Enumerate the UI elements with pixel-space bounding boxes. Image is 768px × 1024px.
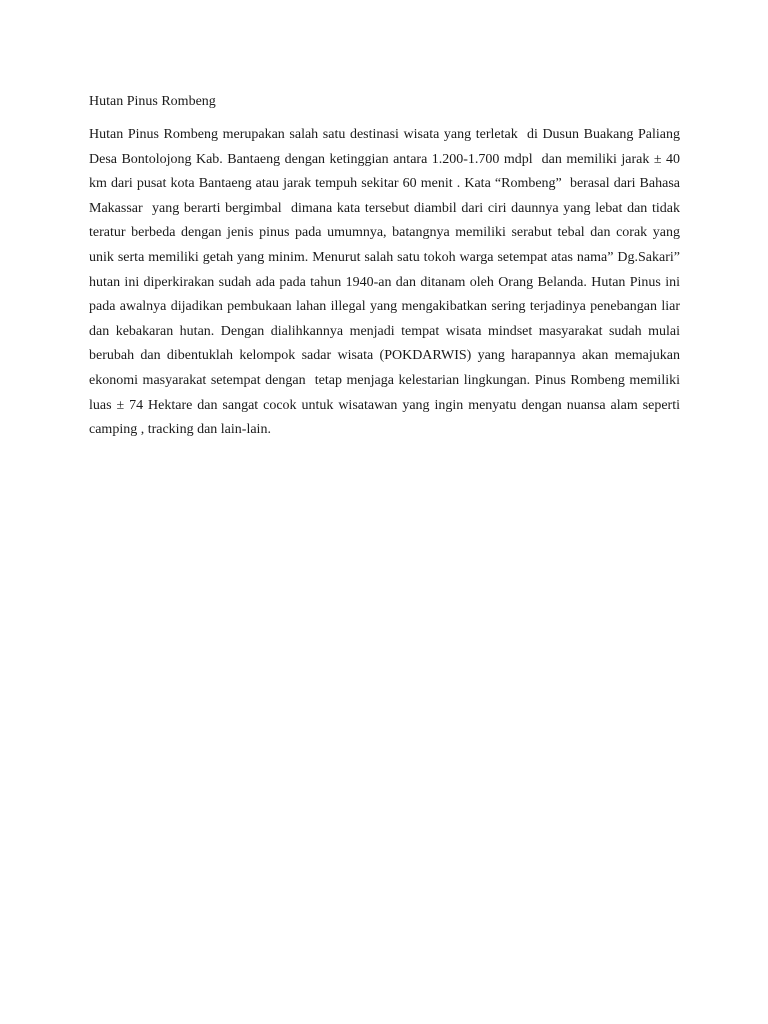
document-body-paragraph: Hutan Pinus Rombeng merupakan salah satu destinasi wisata yang terletak di Dusun Buakang Paliang Desa Bontolojong Kab. Bantaeng dengan ketinggian antara 1.200-1.700 mdpl dan memiliki jarak ± 40 km dari pusat kota Bantaeng atau jarak tempuh sekitar 60 menit . Kata “Rombeng” berasal dari Bahasa Makassar yang berarti bergimbal dimana kata tersebut diambil dari ciri daunnya yang lebat dan tidak teratur berbeda dengan jenis pinus pada umumnya, batangnya memiliki serabut tebal dan corak yang unik serta memiliki getah yang minim. Menurut salah satu tokoh warga setempat atas nama” Dg.Sakari” hutan ini diperkirakan sudah ada pada tahun 1940-an dan ditanam oleh Orang Belanda. Hutan Pinus ini pada awalnya dijadikan pembukaan lahan illegal yang mengakibatkan sering terjadinya penebangan liar dan kebakaran hutan. Dengan dialihkannya menjadi tempat wisata mindset masyarakat sudah mulai berubah dan dibentuklah kelompok sadar wisata (POKDARWIS) yang harapannya akan memajukan ekonomi masyarakat setempat dengan tetap menjaga kelestarian lingkungan. Pinus Rombeng memiliki luas ± 74 Hektare dan sangat cocok untuk wisatawan yang ingin menyatu dengan nuansa alam seperti camping , tracking dan lain-lain. <box>89 127 684 438</box>
document-title: Hutan Pinus Rombeng <box>89 94 216 109</box>
